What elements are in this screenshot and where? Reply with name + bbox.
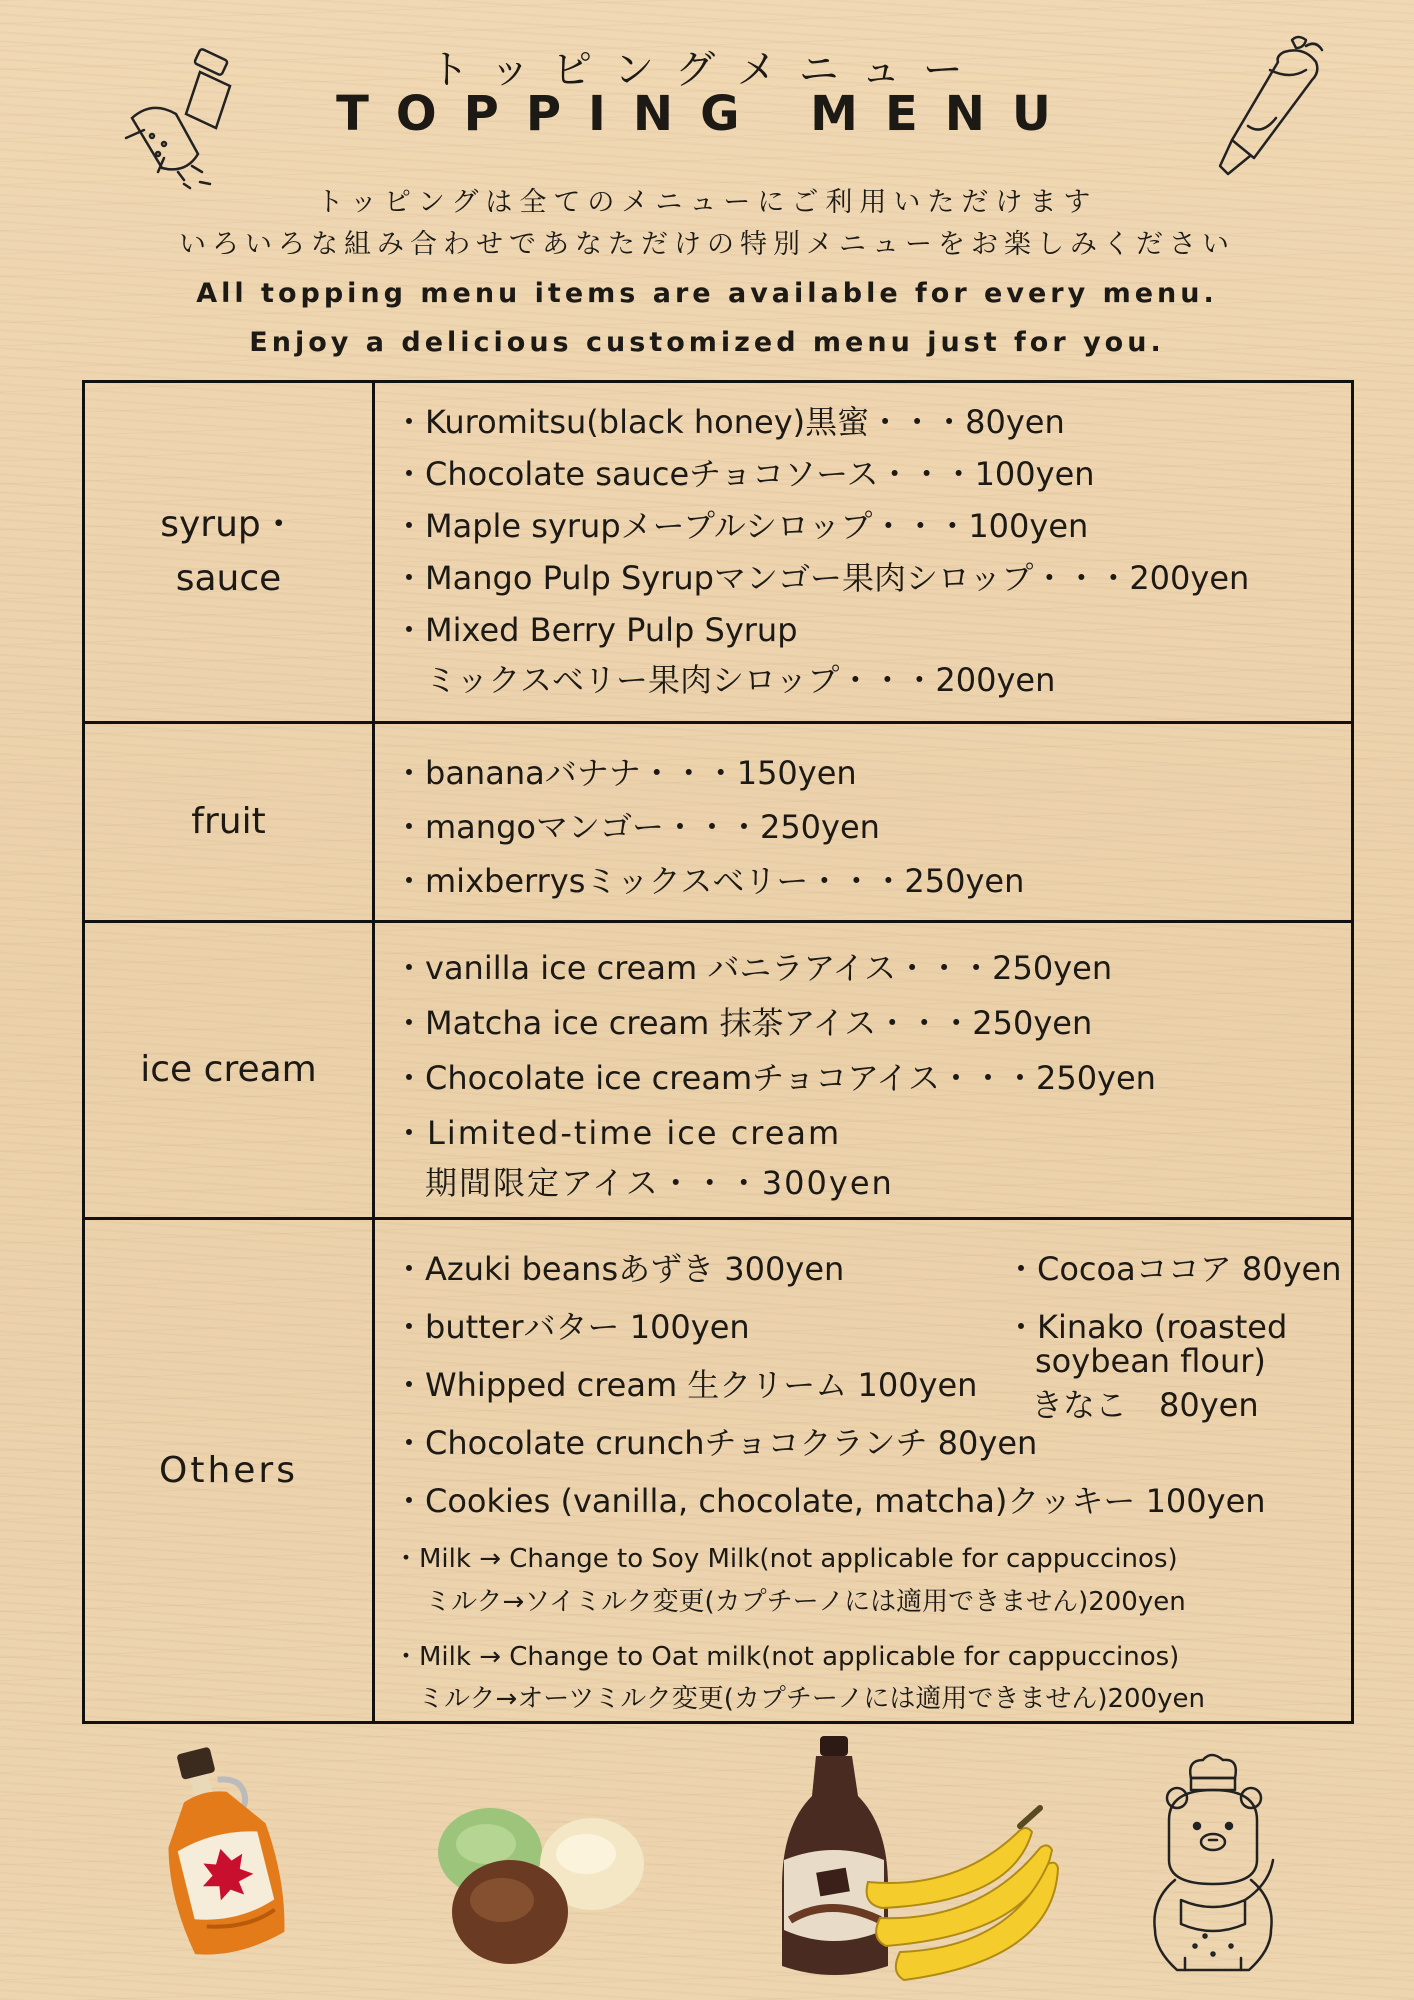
menu-item: ・Kinako (roasted — [1005, 1308, 1288, 1346]
menu-item: ・bananaバナナ・・・150yen — [393, 754, 857, 792]
intro-english-line-2: Enjoy a delicious customized menu just for you. — [249, 327, 1165, 358]
maple-syrup-bottle-icon — [140, 1740, 310, 1970]
menu-item: ・mixberrysミックスベリー・・・250yen — [393, 862, 1025, 900]
banana-bunch-icon — [860, 1800, 1080, 1985]
intro-japanese-line-1: トッピングは全てのメニューにご利用いただけます — [316, 187, 1098, 218]
category-syrup-sauce — [85, 383, 375, 721]
menu-item-continuation: soybean flour) — [1035, 1342, 1266, 1380]
menu-item: ・Milk → Change to Soy Milk(not applicable for cappuccinos) — [393, 1544, 1178, 1574]
menu-item: ・Kuromitsu(black honey)黒蜜・・・80yen — [393, 403, 1065, 441]
menu-item-continuation: きなこ 80yen — [1031, 1386, 1259, 1424]
chef-bear-icon — [1135, 1750, 1295, 1980]
intro-english-line-1: All topping menu items are available for every menu. — [196, 278, 1218, 309]
piping-bag-icon — [1200, 30, 1330, 180]
menu-item: ・Cocoaココア 80yen — [1005, 1250, 1342, 1288]
section-others — [85, 1220, 1351, 1721]
category-label-line-2: sauce — [175, 558, 282, 599]
menu-item-continuation: 期間限定アイス・・・300yen — [425, 1164, 894, 1202]
salt-shaker-icon — [118, 40, 258, 190]
menu-item: ・vanilla ice cream バニラアイス・・・250yen — [393, 949, 1113, 987]
menu-item: ・Mixed Berry Pulp Syrup — [393, 611, 798, 649]
category-fruit: fruit — [85, 724, 375, 920]
category-ice-cream: ice cream — [85, 923, 375, 1217]
menu-item-continuation: ミルク→オーツミルク変更(カプチーノには適用できません)200yen — [418, 1684, 1205, 1714]
menu-item: ・Azuki beansあずき 300yen — [393, 1250, 845, 1288]
section-syrup-sauce — [85, 383, 1351, 724]
menu-item: ・Chocolate crunchチョコクランチ 80yen — [393, 1424, 1038, 1462]
menu-item: ・Chocolate sauceチョコソース・・・100yen — [393, 455, 1095, 493]
menu-item: ・mangoマンゴー・・・250yen — [393, 808, 880, 846]
ice-cream-scoops-icon — [430, 1800, 650, 1970]
menu-item: ・Maple syrupメープルシロップ・・・100yen — [393, 507, 1089, 545]
section-ice-cream — [85, 923, 1351, 1220]
section-fruit — [85, 724, 1351, 923]
menu-item: ・Mango Pulp Syrupマンゴー果肉シロップ・・・200yen — [393, 559, 1250, 597]
title-english: TOPPING MENU — [336, 86, 1078, 142]
menu-item: ・Chocolate ice creamチョコアイス・・・250yen — [393, 1059, 1156, 1097]
menu-item: ・Matcha ice cream 抹茶アイス・・・250yen — [393, 1004, 1093, 1042]
menu-item: ・Limited-time ice cream — [393, 1114, 842, 1152]
menu-item: ・butterバター 100yen — [393, 1308, 750, 1346]
menu-item: ・Milk → Change to Oat milk(not applicable for cappuccinos) — [393, 1642, 1180, 1672]
menu-item: ・Cookies (vanilla, chocolate, matcha)クッキー 100yen — [393, 1482, 1266, 1520]
topping-menu-table — [82, 380, 1354, 1724]
title-japanese: トッピングメニュー — [429, 47, 985, 93]
menu-item-continuation: ミルク→ソイミルク変更(カプチーノには適用できません)200yen — [425, 1587, 1186, 1617]
category-label-line-1: syrup・ — [160, 504, 297, 545]
intro-japanese-line-2: いろいろな組み合わせであなただけの特別メニューをお楽しみください — [179, 229, 1235, 260]
menu-item-continuation: ミックスベリー果肉シロップ・・・200yen — [425, 661, 1056, 699]
menu-item: ・Whipped cream 生クリーム 100yen — [393, 1366, 978, 1404]
category-others: Others — [85, 1220, 375, 1721]
